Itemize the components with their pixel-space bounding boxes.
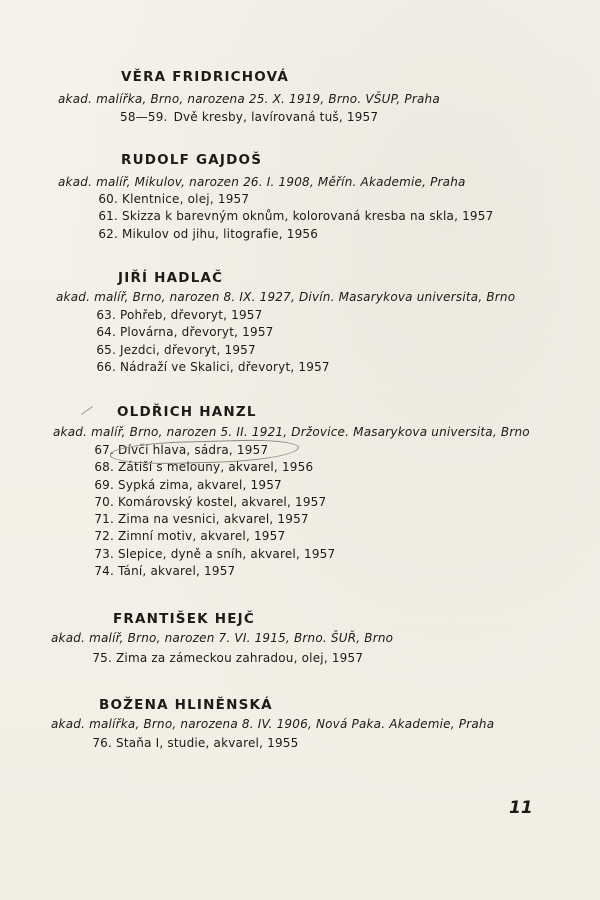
artist-name: VĚRA FRIDRICHOVÁ (121, 69, 289, 85)
work-number: 74. (94, 564, 114, 579)
works-list (98, 109, 378, 126)
work-number: 67. (94, 443, 114, 457)
work-title: Zima na vesnici, akvarel, 1957 (118, 512, 309, 527)
list-item (98, 208, 493, 225)
work-number: 70. (94, 494, 114, 509)
list-item (96, 324, 330, 341)
work-title: Pohřeb, dřevoryt, 1957 (120, 308, 263, 322)
work-number: 60. (98, 192, 118, 206)
list-item (98, 109, 378, 126)
work-title: Slepice, dyně a sníh, akvarel, 1957 (118, 546, 336, 561)
work-title: Mikulov od jihu, litografie, 1956 (122, 226, 319, 241)
work-number: 72. (94, 529, 114, 544)
work-title: Zima za zámeckou zahradou, olej, 1957 (116, 651, 364, 665)
list-item (98, 191, 493, 208)
list-item (94, 477, 335, 494)
artist-info: akad. malířka, Brno, narozena 8. IV. 1906, Nová Paka. Akademie, Praha (51, 717, 495, 731)
work-number: 63. (96, 308, 116, 322)
work-title: Komárovský kostel, akvarel, 1957 (118, 494, 327, 509)
work-title: Zátiší s melouny, akvarel, 1956 (118, 460, 314, 475)
work-title: Dvě kresby, lavírovaná tuš, 1957 (173, 110, 379, 124)
artist-name: OLDŘICH HANZL (117, 404, 257, 420)
work-number: 71. (94, 512, 114, 527)
works-list (98, 191, 493, 243)
list-item (94, 494, 335, 511)
list-item (96, 359, 330, 376)
list-item (94, 563, 335, 580)
artist-name: RUDOLF GAJDOŠ (121, 152, 263, 168)
list-item (94, 528, 335, 545)
work-number: 68. (94, 460, 114, 475)
work-number: 58—59. (120, 110, 168, 124)
work-number: 62. (98, 226, 118, 241)
work-title: Klentnice, olej, 1957 (122, 192, 250, 206)
artist-name: BOŽENA HLINĚNSKÁ (99, 697, 273, 713)
artist-name: FRANTIŠEK HEJČ (113, 611, 255, 627)
artist-info: akad. malíř, Mikulov, narozen 26. I. 1908, Měřín. Akademie, Praha (58, 175, 466, 189)
artist-name: JIŘÍ HADLAČ (118, 270, 224, 286)
work-title: Skizza k barevným oknům, kolorovaná kresba na skla, 1957 (122, 209, 494, 224)
work-title: Sypká zima, akvarel, 1957 (118, 477, 282, 492)
works-list (92, 735, 298, 752)
work-title: Jezdci, dřevoryt, 1957 (120, 342, 256, 357)
work-title: Zimní motiv, akvarel, 1957 (118, 529, 286, 544)
list-item (92, 650, 363, 667)
list-item (98, 226, 493, 243)
pencil-mark (81, 406, 93, 415)
work-number: 69. (94, 477, 114, 492)
work-title: Staňa I, studie, akvarel, 1955 (116, 736, 299, 750)
list-item (94, 511, 335, 528)
page-number: 11 (509, 798, 533, 818)
work-number: 75. (92, 651, 112, 665)
list-item (92, 735, 298, 752)
list-item (94, 546, 335, 563)
work-number: 61. (98, 209, 118, 224)
works-list (92, 650, 363, 667)
work-number: 66. (96, 359, 116, 374)
works-list (96, 307, 330, 376)
work-title: Dívčí hlava, sádra, 1957 (118, 443, 269, 457)
list-item (94, 459, 335, 476)
work-title: Nádraží ve Skalici, dřevoryt, 1957 (120, 359, 330, 374)
work-number: 65. (96, 342, 116, 357)
artist-info: akad. malíř, Brno, narozen 5. II. 1921, Držovice. Masarykova universita, Brno (53, 425, 530, 439)
artist-info: akad. malíř, Brno, narozen 8. IX. 1927, Divín. Masarykova universita, Brno (56, 290, 516, 304)
work-title: Plovárna, dřevoryt, 1957 (120, 325, 274, 340)
work-number: 76. (92, 736, 112, 750)
list-item (96, 307, 330, 324)
artist-info: akad. malířka, Brno, narozena 25. X. 1919, Brno. VŠUP, Praha (58, 92, 440, 106)
list-item (94, 442, 335, 459)
work-number: 64. (96, 325, 116, 340)
artist-info: akad. malíř, Brno, narozen 7. VI. 1915, Brno. ŠUŘ, Brno (51, 631, 394, 645)
work-title: Tání, akvarel, 1957 (118, 564, 236, 579)
works-list (94, 442, 335, 580)
list-item (96, 342, 330, 359)
work-number: 73. (94, 546, 114, 561)
